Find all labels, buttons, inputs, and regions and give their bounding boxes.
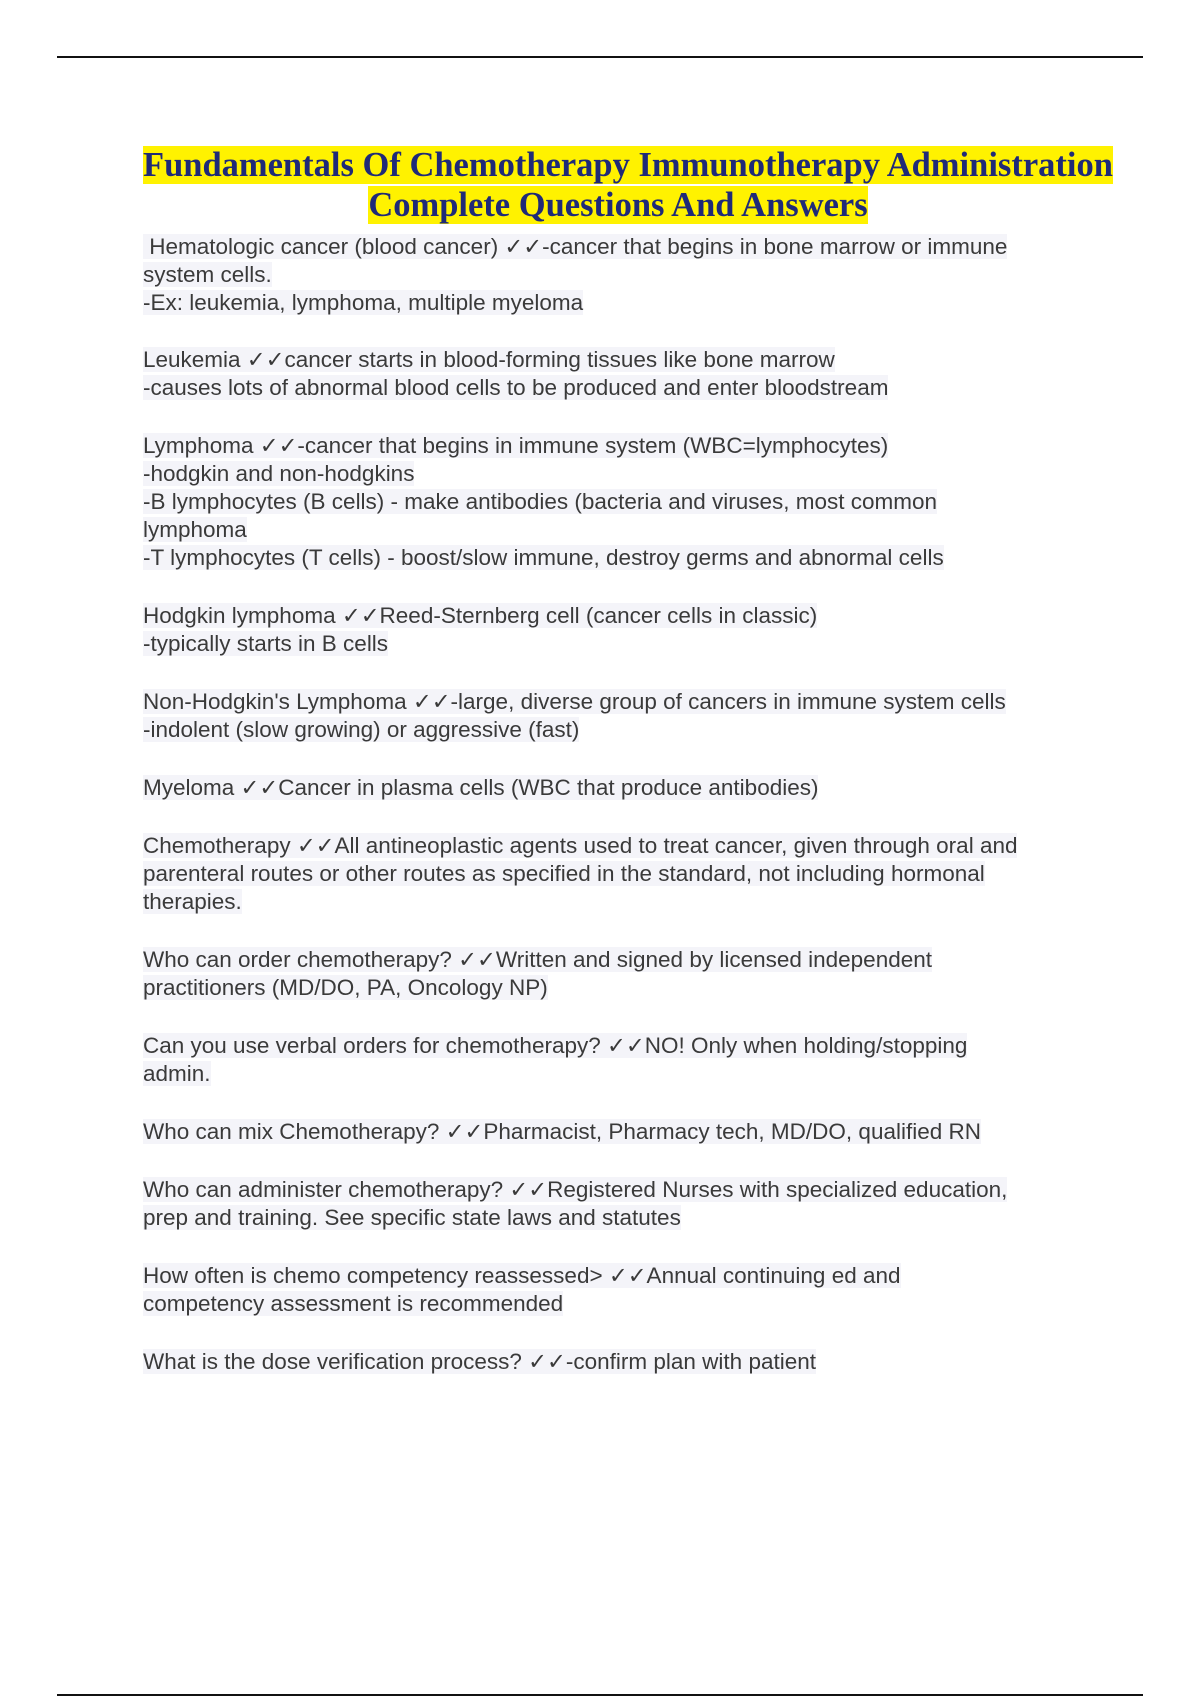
qa-entry-line: -indolent (slow growing) or aggressive (fast) — [143, 717, 580, 742]
qa-entry-line: How often is chemo competency reassessed> ✓✓Annual continuing ed and — [143, 1263, 901, 1288]
title-line-2: Complete Questions And Answers — [368, 186, 868, 224]
qa-entry — [143, 1348, 1093, 1376]
qa-entry — [143, 1176, 1093, 1232]
qa-entry-line: parenteral routes or other routes as specified in the standard, not including hormonal — [143, 861, 985, 886]
qa-entry — [143, 688, 1093, 744]
qa-entry-line: -causes lots of abnormal blood cells to be produced and enter bloodstream — [143, 375, 889, 400]
qa-entry-line: therapies. — [143, 889, 242, 914]
qa-entry-line: Chemotherapy ✓✓All antineoplastic agents used to treat cancer, given through oral and — [143, 833, 1018, 858]
qa-entry-line: Can you use verbal orders for chemotherapy? ✓✓NO! Only when holding/stopping — [143, 1033, 968, 1058]
qa-entry-line: What is the dose verification process? ✓✓-confirm plan with patient — [143, 1349, 817, 1374]
qa-entry-line: -B lymphocytes (B cells) - make antibodies (bacteria and viruses, most common — [143, 489, 938, 514]
qa-entry-line: -typically starts in B cells — [143, 631, 389, 656]
qa-entry-line: Hodgkin lymphoma ✓✓Reed-Sternberg cell (cancer cells in classic) — [143, 603, 818, 628]
qa-entry-line: Lymphoma ✓✓-cancer that begins in immune system (WBC=lymphocytes) — [143, 433, 889, 458]
qa-entry — [143, 432, 1093, 572]
qa-entry-line: Hematologic cancer (blood cancer) ✓✓-cancer that begins in bone marrow or immune — [143, 234, 1008, 259]
qa-entry-line: Myeloma ✓✓Cancer in plasma cells (WBC that produce antibodies) — [143, 775, 819, 800]
qa-entry — [143, 832, 1093, 916]
qa-entry — [143, 946, 1093, 1002]
document-body — [143, 145, 1113, 1406]
header-rule — [57, 56, 1143, 58]
qa-entry-line: Who can order chemotherapy? ✓✓Written and signed by licensed independent — [143, 947, 933, 972]
qa-list — [143, 233, 1093, 1376]
qa-entry-line: Non-Hodgkin's Lymphoma ✓✓-large, diverse group of cancers in immune system cells — [143, 689, 1006, 714]
qa-entry-line: -hodgkin and non-hodgkins — [143, 461, 415, 486]
qa-entry-line: Who can mix Chemotherapy? ✓✓Pharmacist, Pharmacy tech, MD/DO, qualified RN — [143, 1119, 981, 1144]
qa-entry — [143, 233, 1093, 317]
document-title — [143, 145, 1113, 225]
qa-entry-line: -Ex: leukemia, lymphoma, multiple myeloma — [143, 290, 584, 315]
qa-entry — [143, 346, 1093, 402]
title-line-1: Fundamentals Of Chemotherapy Immunotherapy Administration — [143, 146, 1113, 184]
qa-entry-line: admin. — [143, 1061, 211, 1086]
qa-entry-line: lymphoma — [143, 517, 247, 542]
qa-entry-line: system cells. — [143, 262, 272, 287]
qa-entry-line: -T lymphocytes (T cells) - boost/slow immune, destroy germs and abnormal cells — [143, 545, 944, 570]
qa-entry — [143, 774, 1093, 802]
qa-entry-line: Who can administer chemotherapy? ✓✓Registered Nurses with specialized education, — [143, 1177, 1008, 1202]
qa-entry-line: practitioners (MD/DO, PA, Oncology NP) — [143, 975, 548, 1000]
qa-entry — [143, 1118, 1093, 1146]
qa-entry-line: Leukemia ✓✓cancer starts in blood-forming tissues like bone marrow — [143, 347, 835, 372]
qa-entry — [143, 602, 1093, 658]
qa-entry-line: competency assessment is recommended — [143, 1291, 564, 1316]
qa-entry — [143, 1032, 1093, 1088]
footer-rule — [57, 1694, 1143, 1696]
qa-entry-line: prep and training. See specific state laws and statutes — [143, 1205, 681, 1230]
qa-entry — [143, 1262, 1093, 1318]
